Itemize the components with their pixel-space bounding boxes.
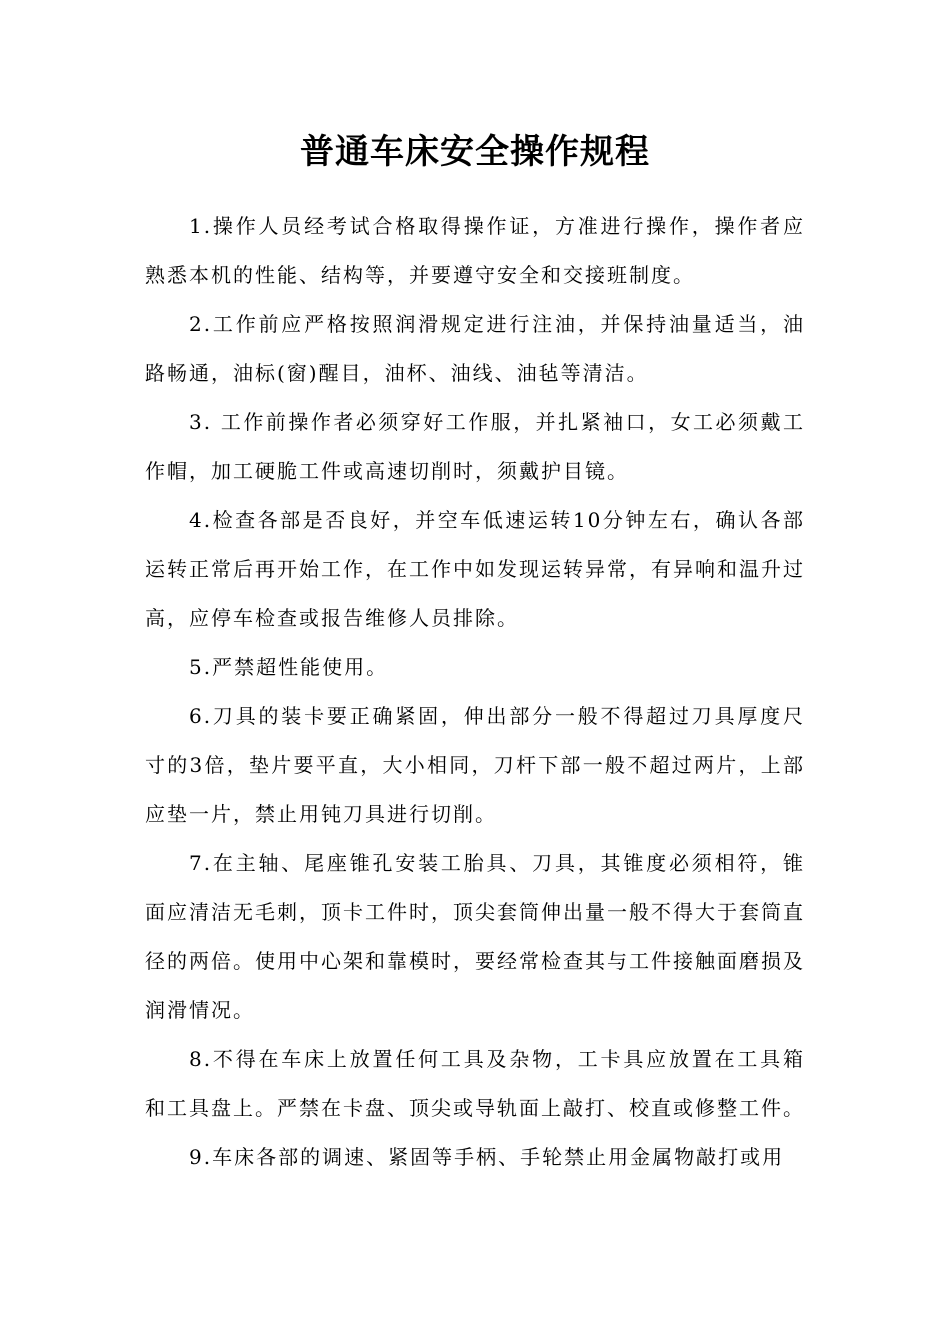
paragraph-6: 6.刀具的装卡要正确紧固，伸出部分一般不得超过刀具厚度尺寸的3倍，垫片要平直，大小相同，刀杆下部一般不超过两片，上部应垫一片，禁止用钝刀具进行切削。 [145,704,805,826]
paragraph-3: 3. 工作前操作者必须穿好工作服，并扎紧袖口，女工必须戴工作帽，加工硬脆工件或高速切削时，须戴护目镜。 [145,410,805,483]
paragraph-4: 4.检查各部是否良好，并空车低速运转10分钟左右，确认各部运转正常后再开始工作，在工作中如发现运转异常，有异响和温升过高，应停车检查或报告维修人员排除。 [145,508,805,630]
paragraph-7: 7.在主轴、尾座锥孔安装工胎具、刀具，其锥度必须相符，锥面应清洁无毛刺，顶卡工件时，顶尖套筒伸出量一般不得大于套筒直径的两倍。使用中心架和靠模时，要经常检查其与工件接触面磨损及润滑情况。 [145,851,805,1022]
paragraph-1: 1.操作人员经考试合格取得操作证，方准进行操作，操作者应熟悉本机的性能、结构等，并要遵守安全和交接班制度。 [145,214,805,287]
paragraph-2: 2.工作前应严格按照润滑规定进行注油，并保持油量适当，油路畅通，油标(窗)醒目，油杯、油线、油毡等清洁。 [145,312,805,385]
paragraph-8: 8.不得在车床上放置任何工具及杂物，工卡具应放置在工具箱和工具盘上。严禁在卡盘、顶尖或导轨面上敲打、校直或修整工件。 [145,1047,805,1120]
document-title: 普通车床安全操作规程 [300,132,650,172]
paragraph-5: 5.严禁超性能使用。 [189,655,389,679]
document-body [145,202,805,1182]
paragraph-9: 9.车床各部的调速、紧固等手柄、手轮禁止用金属物敲打或用 [189,1145,785,1169]
